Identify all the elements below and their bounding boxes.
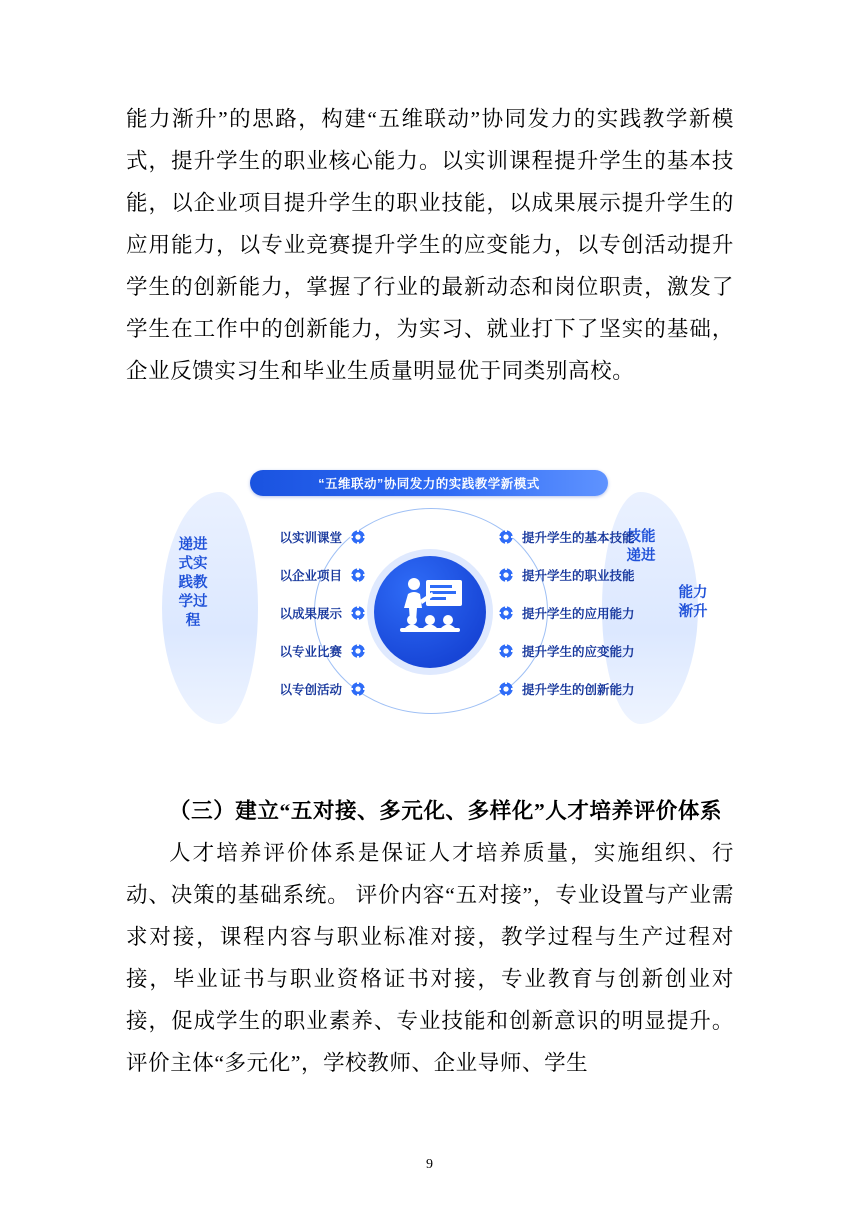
paragraph-2: 人才培养评价体系是保证人才培养质量，实施组织、行动、决策的基础系统。 评价内容“五对接”，专业设置与产业需求对接，课程内容与职业标准对接，教学过程与生产过程对接，毕业证书与职业资格证书对接，专业教育与创新创业对接，促成学生的职业素养、专业技能和创新意识的明显提升。评价主体“多元化”，学校教师、企业导师、学生 [126,841,734,1075]
gear-icon [498,643,514,659]
figure-left-item-5-label: 以专创活动 [279,683,342,697]
figure-right-item-1 [498,528,635,546]
arc-label-left: 递进式实践教学过程 [178,537,208,629]
figure-banner-title: “五维联动”协同发力的实践教学新模式 [250,470,608,496]
figure-left-item-2 [279,566,366,584]
figure-right-item-4-label: 提升学生的应变能力 [522,645,635,659]
figure-right-item-5 [498,680,635,698]
gear-icon [350,681,366,697]
figure-left-item-3-label: 以成果展示 [279,607,342,621]
gear-icon [498,529,514,545]
figure-five-dimension-model [126,436,734,766]
arc-label-right-1: 技能递进 [626,529,656,564]
figure-right-item-3 [498,604,635,622]
center-circle [374,556,486,668]
page-number: 9 [426,1157,433,1172]
arc-label-right-2: 能力渐升 [678,585,708,620]
figure-left-item-4 [279,642,366,660]
figure-right-item-3-label: 提升学生的应用能力 [522,607,635,621]
gear-icon [350,643,366,659]
figure-right-item-1-label: 提升学生的基本技能 [522,531,635,545]
figure-right-item-4 [498,642,635,660]
figure-left-item-3 [279,604,366,622]
gear-icon [350,605,366,621]
gear-icon [498,567,514,583]
figure-right-item-2-label: 提升学生的职业技能 [522,569,635,583]
gear-icon [350,567,366,583]
presenter-board-icon [374,556,486,668]
gear-icon [350,529,366,545]
figure-left-item-1-label: 以实训课堂 [279,531,342,545]
figure-left-item-5 [279,680,366,698]
figure-left-item-1 [279,528,366,546]
petal-left-shape [162,492,258,724]
figure-right-item-2 [498,566,635,584]
gear-icon [498,605,514,621]
figure-left-item-2-label: 以企业项目 [279,569,342,583]
text-block-top [126,98,734,392]
paragraph-1: 能力渐升”的思路，构建“五维联动”协同发力的实践教学新模式，提升学生的职业核心能力。以实训课程提升学生的基本技能，以企业项目提升学生的职业技能，以成果展示提升学生的应用能力，以专业竞赛提升学生的应变能力，以专创活动提升学生的创新能力，掌握了行业的最新动态和岗位职责，激发了学生在工作中的创新能力，为实习、就业打下了坚实的基础，企业反馈实习生和毕业生质量明显优于同类别高校。 [126,107,734,383]
figure-right-item-5-label: 提升学生的创新能力 [522,683,635,697]
text-block-bottom [126,790,734,1084]
figure-left-item-4-label: 以专业比赛 [279,645,342,659]
gear-icon [498,681,514,697]
section-heading: （三）建立“五对接、多元化、多样化”人才培养评价体系 [169,799,723,823]
